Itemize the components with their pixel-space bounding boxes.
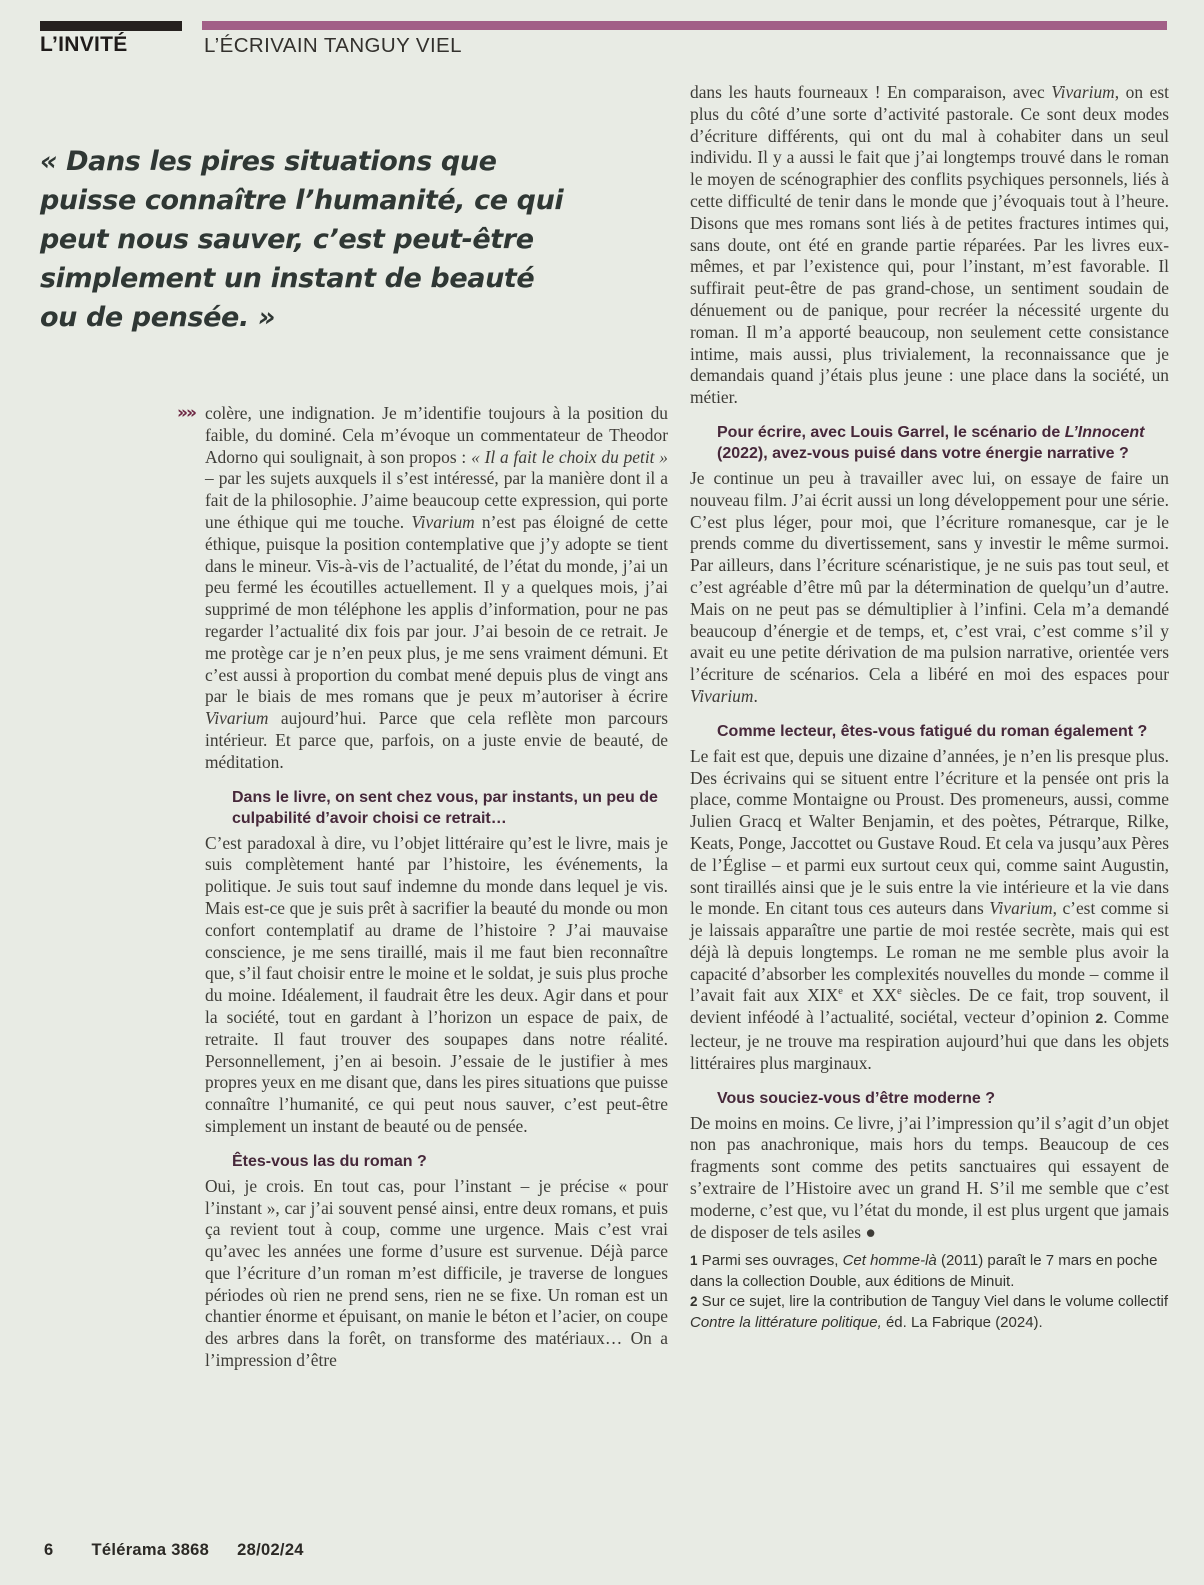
column-right — [690, 82, 1169, 1333]
topic-label: L’ÉCRIVAIN TANGUY VIEL — [204, 34, 462, 57]
interview-question: Êtes-vous las du roman ? — [232, 1152, 427, 1170]
footnotes — [690, 1251, 1169, 1333]
body-paragraph — [177, 403, 668, 774]
continuation-marker: »» — [177, 403, 195, 423]
pull-quote: « Dans les pires situations que puisse connaître l’humanité, ce qui peut nous sauver, c’est peut-être simplement un instant de beauté ou de pensée. » — [40, 146, 564, 333]
interview-question: Dans le livre, on sent chez vous, par instants, un peu de culpabilité d’avoir choisi ce retrait… — [232, 788, 658, 827]
body-paragraph: Le fait est que, depuis une dizaine d’années, je n’en lis presque plus. Des écrivains qui se situent entre l’écriture et la pensée ont pris la place, comme Montaigne ou Proust. Des promeneurs, aussi, comme Julien Gracq et Walter Benjamin, et des poètes, Pétrarque, Rilke, Keats, Ponge, Jaccottet ou Gustave Roud. Et cela va jusqu’aux Pères de l’Église – et parmi eux surtout ceux qui, comme saint Augustin, sont tiraillés ainsi que je le suis entre la vie intérieure et la vie dans le monde. En citant tous ces auteurs dans Vivarium, c’est comme si je laissais apparaître une partie de moi restée secrète, mais qui est déjà là depuis longtemps. Le roman ne me semble plus avoir la capacité d’absorber les complexités nouvelles du monde – comme il l’avait fait aux XIXe et XXe siècles. De ce fait, trop souvent, il devient inféodé à l’actualité, sociétal, vecteur d’opinion 2. Comme lecteur, je ne trouve ma respiration aujourd’hui que dans les objets littéraires plus marginaux. — [690, 745, 1169, 1073]
page-footer — [44, 1540, 304, 1560]
paragraph-text: colère, une indignation. Je m’identifie toujours à la position du faible, du dominé. Cela m’évoque un commentateur de Theodor Adorno qui soulignait, à son propos : « Il a fait le choix du petit » – par les sujets auxquels il s’est intéressé, par la manière dont il a fait de la philosophie. J’aime beaucoup cette expression, qui porte une éthique qui me touche. Vivarium n’est pas éloigné de cette éthique, puisque la position contemplative que j’y adopte se tient dans le mineur. Vis-à-vis de l’actualité, de l’état du monde, j’ai un peu fermé les écoutilles actuellement. Il y a quelques mois, j’ai supprimé de mon téléphone les applis d’information, pour ne pas regarder l’actualité dix fois par jour. J’ai besoin de ce retrait. Je me protège car je n’en peux plus, je me sens vraiment démuni. Et c’est aussi à proportion du combat mené depuis plus de vingt ans par le biais de mes romans que je peux m’autoriser à écrire Vivarium aujourd’hui. Parce que cela reflète mon parcours intérieur. Et parce que, parfois, on a juste envie de beauté, de méditation. — [205, 403, 668, 772]
body-paragraph: dans les hauts fourneaux ! En comparaison, avec Vivarium, on est plus du côté d’une sorte d’activité pastorale. Ce sont deux modes d’écriture différents, qui ont du mal à cohabiter dans un seul individu. Il y a aussi le fait que j’ai longtemps trouvé dans le roman le moyen de scénographier des conflits psychiques personnels, liés à cette difficulté de tenir dans le monde que j’évoquais tout à l’heure. Disons que mes romans sont liés à de petites fractures intimes qui, sans doute, ont été en grande partie réparées. Par les livres eux-mêmes, et par l’existence qui, pour l’instant, m’est favorable. Il suffirait peut-être de pas grand-chose, un sentiment soudain de dénuement ou de panique, pour recréer la nécessité urgente du roman. Il m’a apporté beaucoup, non seulement cette consistance intime, mais aussi, plus trivialement, la reconnaissance que je demandais quand j’étais plus jeune : une place dans la société, un métier. — [690, 82, 1169, 408]
column-middle — [177, 403, 668, 1372]
section-label: L’INVITÉ — [40, 33, 128, 56]
issue-date: 28/02/24 — [237, 1541, 304, 1559]
interview-question: Pour écrire, avec Louis Garrel, le scénario de L’Innocent (2022), avez-vous puisé dans votre énergie narrative ? — [717, 423, 1145, 462]
body-paragraph: Oui, je crois. En tout cas, pour l’instant – je précise « pour l’instant », car j’ai souvent pensé ainsi, entre deux romans, et puis ça revient tout à coup, comme une urgence. Mais c’est vrai qu’avec les années une forme d’usure est survenue. Déjà parce que l’écriture d’un roman m’est difficile, je traverse de longues périodes où rien ne prend sens, rien ne se fixe. Un roman est un chantier énorme et épuisant, on manie le béton et l’acier, on coupe des arbres dans la forêt, on transforme des matériaux… On a l’impression d’être — [205, 1175, 668, 1371]
body-paragraph: Je continue un peu à travailler avec lui, on essaye de faire un nouveau film. J’ai écrit aussi un long développement pour une série. C’est plus léger, pour moi, que l’écriture romanesque, car je le prends comme du divertissement, sans y investir le même surmoi. Par ailleurs, dans l’écriture scénaristique, je ne suis pas tout seul, et c’est agréable d’être mû par la détermination de quelqu’un d’autre. Mais on ne peut pas se démultiplier à l’infini. Cela m’a demandé beaucoup d’énergie et de temps, et, c’est vrai, c’est comme s’il y avait eu une petite dérivation de ma pulsion narrative, orientée vers l’écriture de scénarios. Cela a libéré en moi des espaces pour Vivarium. — [690, 467, 1169, 706]
body-paragraph: De moins en moins. Ce livre, j’ai l’impression qu’il s’agit d’un objet non pas anachronique, mais hors du temps. Beaucoup de ces fragments sont comme des petits sanctuaires qui essayent de s’extraire de l’Histoire avec un grand H. S’il me semble que c’est moderne, c’est que, vu l’état du monde, il est plus urgent que jamais de disposer de tels asiles ● — [690, 1112, 1169, 1242]
topic-rule — [202, 21, 1167, 30]
footnote: 1 Parmi ses ouvrages, Cet homme-là (2011) paraît le 7 mars en poche dans la collection Double, aux éditions de Minuit. — [690, 1252, 1158, 1290]
magazine-issue: Télérama 3868 — [91, 1541, 210, 1559]
footnote: 2 Sur ce sujet, lire la contribution de Tanguy Viel dans le volume collectif Contre la littérature politique, éd. La Fabrique (2024). — [690, 1293, 1169, 1331]
interview-question: Vous souciez-vous d’être moderne ? — [717, 1089, 995, 1107]
page-number: 6 — [44, 1541, 54, 1559]
body-paragraph: C’est paradoxal à dire, vu l’objet littéraire qu’est le livre, mais je suis complètement hanté par l’histoire, les événements, la politique. Je suis tout sauf indemne du monde dans lequel je vis. Mais est-ce que je suis prêt à sacrifier la beauté du monde ou mon confort contemplatif au drame de l’histoire ? J’ai mauvaise conscience, je me sens tiraillé, mais il me faut bien reconnaître que, s’il faut choisir entre le moine et le soldat, je suis plus proche du moine. Idéalement, il faudrait être les deux. Agir dans et pour la société, tout en gardant à l’horizon un espace de paix, de retraite. Il faut trouver des soupapes dans notre réalité. Personnellement, j’en ai besoin. J’essaie de le justifier à mes propres yeux en me disant que, dans les pires situations que puisse connaître l’humanité, ce qui peut nous sauver, c’est peut-être simplement un instant de beauté ou de pensée. — [205, 832, 668, 1136]
section-rule — [40, 21, 182, 31]
interview-question: Comme lecteur, êtes-vous fatigué du roman également ? — [717, 722, 1148, 740]
